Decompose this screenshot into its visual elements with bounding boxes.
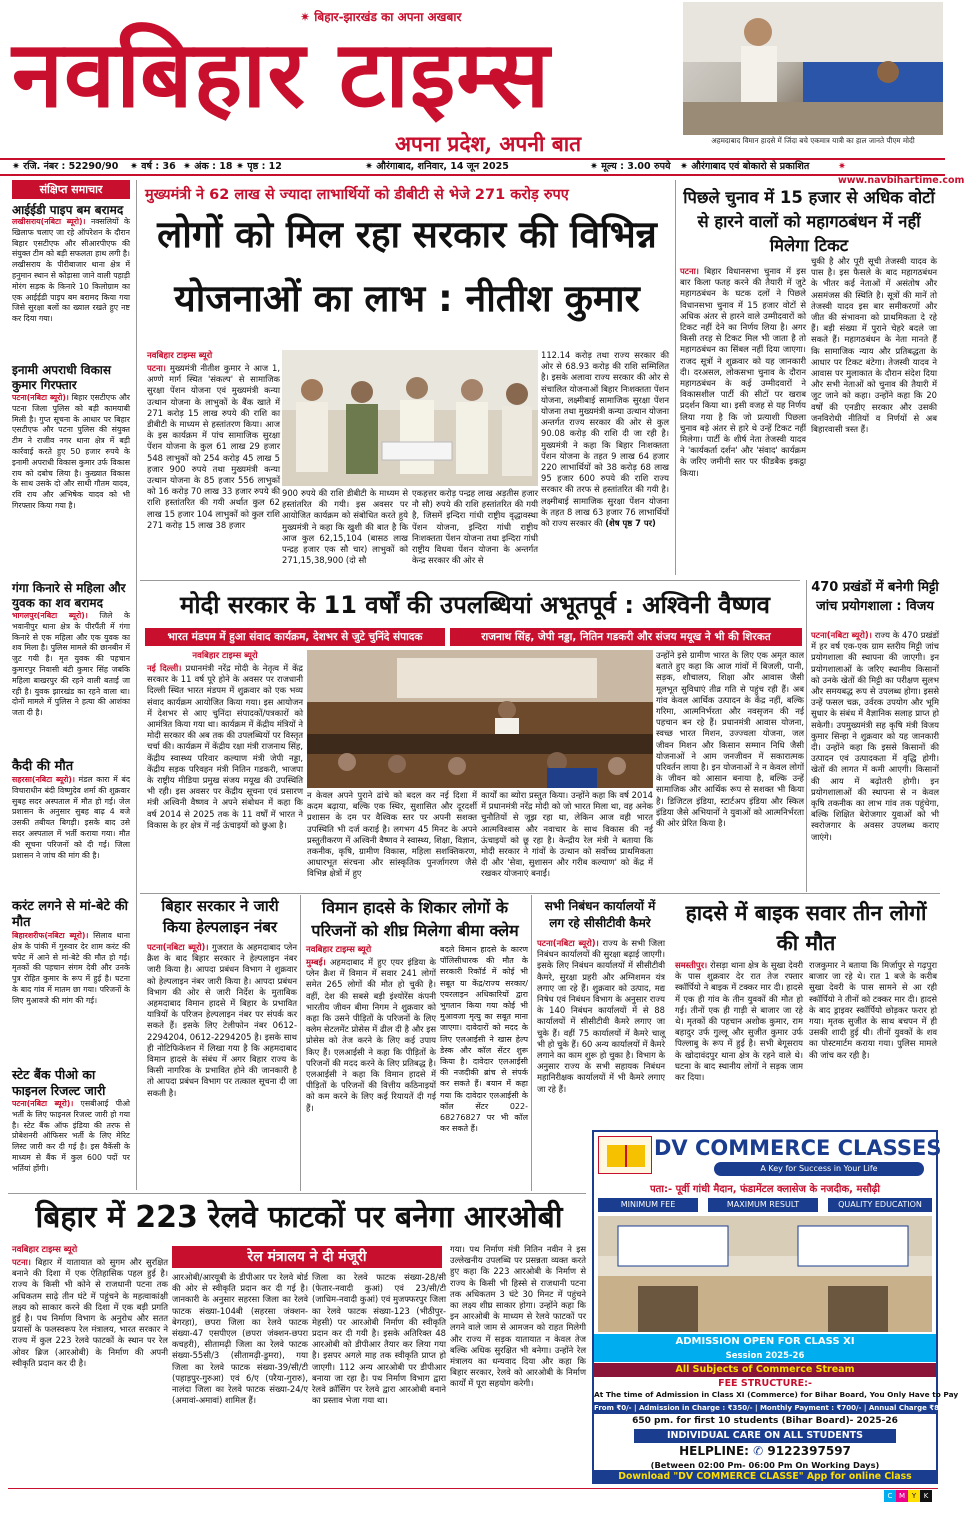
bike-dateline: समस्तीपुर। — [675, 960, 708, 970]
lead-text-3: एकहत्तर करोड़ पन्द्रह लाख अड़तीस हजार नौ सौ) रुपये की राशि हस्तांतरित की गयी है, जिसमें इन्दिरा गांधी राष्ट्रीय वृद्धावस्था पेंशन योजना, इन्दिरा गांधी राष्ट्रीय निःशक्तता पेंशन योजना तथा इन्दिरा गांधी राष्ट्रीय विधवा पेंशन योजना के अन्तर्गत केन्द्र सरकार की ओर से — [412, 488, 538, 566]
modi-text-2: न केवल अपने पुराने ढांचे को बदल कर नई दिशा में कदम बढ़ाया, बल्कि एक स्थिर, सुशासित और दूरदर्शी प्रशासन के दम पर वैश्विक स्तर पर अपनी सशक्त उपस्थिति भी दर्ज कराई है। लगभग 45 मिनट के अपने प्रस्तुतीकरण में अश्विनी वैष्णव ने स्वास्थ्य, शिक्षा, विज्ञान, तकनीक, कृषि, ग्रामीण विकास, महिला सशक्तिकरण, आधारभूत संरचना और सांस्कृतिक पुनर्जागरण जैसे विभिन्न क्षेत्रों में हुए — [307, 790, 477, 879]
sidebar-header: संक्षिप्त समाचार — [12, 180, 130, 199]
phone-icon: ✆ — [753, 1444, 764, 1458]
ad-helpline-label: HELPLINE: — [679, 1444, 749, 1458]
modi-text-1: प्रधानमंत्री नरेंद्र मोदी के नेतृत्व में केंद्र सरकार के 11 वर्ष पूरे होने के अवसर पर राजधानी दिल्ली स्थित भारत मंडपम में शुक्रवार को एक भव्य संवाद कार्यक्रम आयोजित किया गया। इस आयोजन में देशभर से आए चुनिंदा संपादकों/पत्रकारों को आमंत्रित किया गया था। कार्यक्रम में केंद्रीय मंत्रियों ने मोदी सरकार की अब तक की उपलब्धियों पर विस्तृत चर्चा की। कार्यक्रम में केंद्रीय रक्षा मंत्री राजनाथ सिंह, केंद्रीय स्वास्थ्य परिवार कल्याण मंत्री जेपी नड्डा, केंद्रीय सड़क परिवहन मंत्री नितिन गडकरी, भाजपा के राष्ट्रीय मीडिया प्रमुख संजय मयूख की उपस्थिति भी रही। इस अवसर पर केंद्रीय सूचना एवं प्रसारण मंत्री अश्विनी वैष्णव ने अपने संबोधन में कहा कि वर्ष 2014 से 2025 तक के 11 वर्षों में भारत ने विकास के हर क्षेत्र में नई ऊंचाइयों को छुआ है। — [147, 663, 304, 830]
rob-text-4: गया। पथ निर्माण मंत्री नितिन नवीन ने इस उल्लेखनीय उपलब्धि पर प्रसन्नता व्यक्त करते हुए कहा कि 223 आरओबी के निर्माण से राज्य के किसी भी हिस्से से राजधानी पटना तक अधिकतम 3 घंटे 30 मिनट में पहुंचने का लक्ष्य शीघ्र साकार होगा। उन्होंने कहा कि इन आरओबी के माध्यम से रेलवे फाटकों पर लगने वाले जाम से आमजन को राहत मिलेगी और राज्य में सड़क यातायात न केवल तेज बल्कि अधिक सुरक्षित भी बनेगा। उन्होंने रेल मंत्रालय का धन्यवाद दिया और कहा कि बिहार सरकार, रेलवे को आरओबी के निर्माण कार्यों में पूरा सहयोग करेगी। — [450, 1244, 586, 1389]
rob-text-3: जिला का रेलवे फाटक संख्या-28/सी (फेतार-नवादी कुआं) एवं 23/सी/टी (जाधिम-नवादी कुआं) एवं मुजफ्फरपुर जिला का रेलवे फाटक संख्या-123 (भीठीपुर-मेहसी) पर आरओबी निर्माण की स्वीकृति प्रदान कर दी गयी है। इसके अतिरिक्त 48 आरओबी को डीपीआर तैयार कर लिया गया है। इसपर अगले माह तक स्वीकृति प्राप्त हो जाएगी। 112 अन्य आरओबी पर डीपीआर बनाया जा रहा है। पथ निर्माण विभाग द्वारा रेलवे क्रॉसिंग पर रेलवे द्वारा आरओबी बनाने का प्रस्ताव भेजा गया था। — [312, 1272, 446, 1406]
ad-address: पता:- पूर्वी गांधी मैदान, फंडामेंटल क्लासेज के नजदीक, मसौढ़ी — [594, 1178, 936, 1198]
ad-pill-max-result: MAXIMUM RESULT — [708, 1198, 818, 1212]
ad-helpline-row — [594, 1444, 936, 1458]
rob-headline: बिहार में 223 रेलवे फाटकों पर बनेगा आरओबी — [35, 1200, 563, 1235]
cctv-dateline: पटना(नबिटा ब्यूरो)। — [537, 938, 599, 948]
ad-admission: ADMISSION OPEN FOR CLASS XI — [594, 1334, 936, 1350]
ad-care: INDIVIDUAL CARE ON ALL STUDENTS — [634, 1429, 896, 1443]
lead-headline-line1: लोगों को मिल रहा सरकार की विभिन्न — [157, 213, 657, 256]
modi-column-4 — [656, 650, 804, 890]
brief-title: आईईडी पाइप बम बरामद — [12, 203, 124, 217]
modi-text-4: उन्होंने इसे ग्रामीण भारत के लिए एक अमृत काल बताते हुए कहा कि आज गांवों में बिजली, पानी, सड़क, शौचालय, शिक्षा और आवास जैसी मूलभूत सुविधाएं तीव्र गति से पहुंच रही हैं। अब गांव केवल आर्थिक उत्पादन के केंद्र नहीं, बल्कि गरिमा, आत्मनिर्भरता और नवसृजन की नई पहचान बन रहे हैं। प्रधानमंत्री आवास योजना, स्वच्छ भारत मिशन, उज्ज्वला योजना, जल जीवन मिशन और किसान सम्मान निधि जैसी योजनाओं ने आम जनजीवन में सकारात्मक परिवर्तन लाया है। इन योजनाओं ने न केवल लोगों के जीवन को आसान बनाया है, बल्कि उन्हें सामाजिक और आर्थिक रूप से सशक्त भी किया है। डिजिटल इंडिया, स्टार्टअप इंडिया और स्किल इंडिया जैसे अभियानों ने युवाओं को आत्मनिर्भरता की ओर प्रेरित किया है। — [656, 650, 804, 829]
mg-dateline: पटना। — [680, 266, 699, 276]
pages: ✷ पृष्ठ : 12 — [236, 161, 282, 172]
masthead — [0, 0, 680, 160]
cm-event-image — [282, 350, 538, 486]
lead-byline: नवबिहार टाइम्स ब्यूरो — [147, 351, 213, 361]
cmyk-cyan: C — [884, 1490, 896, 1502]
cm-event-photo — [282, 350, 538, 486]
dv-commerce-ad — [592, 1130, 959, 1484]
cmyk-registration-strip — [884, 1490, 932, 1502]
published-from: ✷ औरंगाबाद एवं बोकारो से प्रकाशित — [680, 161, 810, 172]
ad-pill-min-fee: MINIMUM FEE — [598, 1198, 698, 1212]
vimaan-headline: विमान हादसे के शिकार लोगों के परिजनों को शीघ्र मिलेगा बीमा क्लेम — [311, 898, 519, 940]
lead-dateline: पटना। — [147, 363, 166, 373]
helpline-text: गुजरात के अहमदाबाद प्लेन क्रैश के बाद बिहार सरकार ने हेल्पलाइन नंबर जारी किया है। आपदा प्रबंधन विभाग ने शुक्रवार को हेल्पलाइन नंबर जारी किया है। आपदा प्रबंधन विभाग की ओर से जारी निर्देश के मुताबिक अहमदाबाद विमान हादसे में बिहार के प्रभावित यात्रियों के परिजन हेल्पलाइन नंबर पर संपर्क कर सकते हैं। इसके लिए टेलीफोन नंबर 0612-2294204, 0612-2294205 है। इसके साथ ही नोटिफिकेशन में लिखा गया है कि अहमदाबाद विमान हादसे के संबंध में अगर बिहार राज्य के किसी नागरिक के प्रभावित होने की जानकारी है तो आपदा प्रबंधन विभाग पर तत्काल सूचना दी जा सकती है। — [147, 942, 297, 1098]
rob-dateline: पटना। — [12, 1257, 31, 1267]
lead-column-4 — [541, 350, 669, 572]
photo-caption: अहमदाबाद विमान हादसे में जिंदा बचे एकमात्र यात्री का हाल जानते पीएम मोदी — [683, 135, 943, 147]
coaching-building-image — [598, 1216, 932, 1332]
brief-item — [12, 1067, 130, 1197]
brief-item — [12, 203, 130, 363]
modi-text-3: कार्यों का ब्योरा प्रस्तुत किया। उन्होंने कहा कि वर्ष 2014 में प्रधानमंत्री नरेंद्र मोदी को जो भारत मिला था, वह अनेक चुनौतियों से जूझ रहा था, लेकिन आज वही भारत आत्मविश्वास और नवाचार के साथ विकास की नई ऊंचाइयों को छू रहा है। केन्द्रीय रेल मंत्री ने बताया कि मोदी सरकार ने गांवों के उत्थान को सर्वोच्च प्राथमिकता दी और 'सेवा, सुशासन और गरीब कल्याण' को केंद्र में रखकर योजनाएं बनाईं। — [481, 790, 653, 879]
mitti-headline: 470 प्रखंडों में बनेगी मिट्टी जांच प्रयोगशाला : विजय — [811, 580, 939, 614]
mg-text-2: चुकी है और पूरी सूची तेजस्वी यादव के पास है। इस फैसले के बाद महागठबंधन के भीतर कई नेताओं में असंतोष और असमंजस की स्थिति है। सूत्रों की मानें तो तेजस्वी यादव इस बार समीकरणों और जीत की संभावना को प्राथमिकता दे रहे हैं। बड़ी संख्या में पुराने चेहरे बदले जा सकते हैं। महागठबंधन के नेता मानते हैं कि सामाजिक न्याय और प्रतिबद्धता के आधार पर टिकट बंटेगा। तेजस्वी यादव ने आवास पर मुलाकात के दौरान संदेश दिया और सभी नेताओं को चुनाव की तैयारी में जुट जाने को कहा। उन्होंने कहा कि 20 वर्षों की एनडीए सरकार और उसकी जनविरोधी नीतियों व निर्णयों से अब बिहारवासी त्रस्त हैं। — [811, 256, 937, 435]
reg-number: ✷ रजि. नंबर : 52290/90 — [12, 161, 119, 172]
modi-byline: नवबिहार टाइम्स ब्यूरो — [192, 651, 258, 661]
bharat-mandapam-photo — [307, 650, 653, 788]
modi-column-2 — [307, 790, 477, 890]
brief-title: स्टेट बैंक पीओ का फाइनल रिजल्ट जारी — [12, 1067, 106, 1098]
brief-title: गंगा किनारे से महिला और युवक का शव बरामद — [12, 581, 126, 610]
modi-column-1 — [147, 650, 303, 890]
cmyk-yellow: Y — [908, 1490, 920, 1502]
vimaan-text-2: बदले विमान हादसे के कारण पॉलिसीधारक की मौत के सरकारी रिकॉर्ड में कोई भी सबूत या केंद्र/राज्य सरकार/एयरलाइन अधिकारियों द्वारा भुगतान किया गया कोई भी मुआवजा मृत्यु का सबूत माना जाएगा। दावेदारों को मदद के लिए एलआईसी ने खास हेल्प डेस्क और कॉल सेंटर शुरू किया है। दावेदार एलआईसी की नजदीकी ब्रांच से संपर्क कर सकते हैं। बयान में कहा गया कि दावेदार एलआईसी के कॉल सेंटर 022-68276827 पर भी कॉल कर सकते हैं। — [440, 945, 528, 1134]
brief-dateline: पटना(नबिटा ब्यूरो)। — [12, 393, 69, 402]
mahagathbandhan-col1 — [680, 266, 806, 576]
rob-column-4 — [450, 1244, 586, 1484]
book-logo-icon — [599, 1137, 653, 1175]
cmyk-magenta: M — [896, 1490, 908, 1502]
ad-pill-row — [598, 1198, 932, 1212]
mitti-text: राज्य के 470 प्रखंडों में हर वर्ष एक-एक ग्राम स्तरीय मिट्टी जांच प्रयोगशाला की स्थापना की जाएगी। इन प्रयोगशालाओं के जरिए स्थानीय किसानों को उनके खेतों की मिट्टी का परीक्षण सुलभ और समयबद्ध रूप से उपलब्ध होगा। इससे उन्हें फसल चक्र, उर्वरक उपयोग और भूमि सुधार के संबंध में वैज्ञानिक सलाह प्राप्त हो सकेगी। उपमुख्यमंत्री सह कृषि मंत्री विजय कुमार सिन्हा ने शुक्रवार को यह जानकारी दी। उन्होंने कहा कि इससे किसानों की उत्पादन एवं उत्पादकता में वृद्धि होगी। खेतों की लागत में कमी आएगी। किसानों की आय में बढ़ोतरी होगी। इन प्रयोगशालाओं की स्थापना से न केवल कृषि तकनीक का लाभ गांव तक पहुंचेगा, बल्कि शिक्षित बेरोजगार युवाओं को भी स्वरोजगार के अवसर उपलब्ध कराए जाएंगे। — [811, 630, 939, 842]
masthead-title: नवबिहार टाइम्स — [12, 21, 551, 128]
masthead-tagline: ✷ बिहार-झारखंड का अपना अखबार — [300, 10, 462, 24]
brief-text: मंडल कारा में बंद विचाराधीन बंदी विष्णुदेव शर्मा की शुक्रवार सुबह सदर अस्पताल में मौत हो गई। जेल प्रशासन के अनुसार सुबह बाढ़ 4 बजे उसकी तबीयत बिगड़ी। इसके बाद उसे सदर अस्पताल में भर्ती कराया गया। मौत की सूचना परिजनों को दी गई। जिला प्रशासन ने जांच की मांग की है। — [12, 775, 130, 860]
brief-text: नक्सलियों के खिलाफ चलाए जा रहे ऑपरेशन के दौरान बिहार एसटीएफ और सीआरपीएफ की संयुक्त टीम को बड़ी सफलता हाथ लगी है। लखीसराय के पीरीबाजार थाना क्षेत्र में हनुमान स्थान से कोड़ासा जाने वाली पहाड़ी मोरंग सड़क के किनारे 10 किलोग्राम का एक आईईडी पाइप बम बरामद किया गया जिसे सुरक्षा बलों का ख्याल रखते हुए नष्ट कर दिया गया। — [12, 217, 130, 324]
brief-title: कैदी की मौत — [12, 759, 74, 774]
rob-column-2 — [172, 1272, 308, 1484]
price: ✷ मूल्य : 3.00 रुपये — [590, 161, 671, 172]
ad-brand: DV COMMERCE CLASSES — [654, 1136, 942, 1160]
ad-building-photo — [598, 1216, 932, 1332]
ad-phone[interactable]: 9122397597 — [767, 1444, 851, 1458]
bike-column-2 — [809, 960, 937, 1125]
lead-column-1 — [147, 350, 280, 572]
brief-item — [12, 759, 130, 899]
ad-subjects: All Subjects of Commerce Stream — [594, 1363, 936, 1377]
ad-offer: 650 pm. for first 10 students (Bihar Board)- 2025-26 — [632, 1416, 898, 1426]
brief-text: सिलाव थाना क्षेत्र के पांकी में गुरुवार देर शाम करंट की चपेट में आने से मां-बेटे की मौत हो गई। मृतकों की पहचान संगम देवी और उनके पुत्र रोहित कुमार के रूप में हुई है। घटना के बाद गांव में मातम छा गया। परिजनों के लिए मुआवजे की मांग की गई। — [12, 931, 130, 1005]
rob-column-3 — [312, 1272, 446, 1484]
brief-news-sidebar — [12, 180, 130, 1188]
hospital-scene-image — [683, 2, 943, 147]
brief-dateline: पटना(नबिटा ब्यूरो)। — [12, 1099, 74, 1108]
helpline-dateline: पटना(नबिटा ब्यूरो)। — [147, 942, 209, 952]
mitti-body — [811, 630, 939, 890]
mahagathbandhan-headline: पिछले चुनाव में 15 हजार से अधिक वोटों से हारने वालों को महागठबंधन में नहीं मिलेगा टिकट — [683, 188, 935, 255]
mandapam-event-image — [307, 650, 653, 788]
modi-strip-1: भारत मंडपम में हुआ संवाद कार्यक्रम, देशभर से जुटे चुनिंदे संपादक — [145, 628, 445, 646]
issue: ✷ अंक : 18 — [183, 161, 233, 172]
lead-headline-line2: योजनाओं का लाभ : नीतीश कुमार — [174, 277, 640, 320]
brief-dateline: लखीसराय(नबिटा ब्यूरो)। — [12, 217, 86, 226]
masthead-photo — [683, 2, 943, 147]
brief-text: बिहार एसटीएफ और पटना जिला पुलिस को बड़ी कामयाबी मिली है। गुप्त सूचना के आधार पर बिहार एसटीएफ और पटना पुलिस की संयुक्त टीम ने राजीव नगर थाना क्षेत्र में बड़ी कार्रवाई करते हुए 50 हजार रुपये के इनामी अपराधी विकास कुमार उर्फ विकास राय को दबोच लिया है। कुख्यात विकास के साथ उसके दो और साथी गौतम यादव, रवि राय और अभिषेक यादव को भी गिरफ्तार किया गया है। — [12, 393, 130, 510]
website-link[interactable]: ✷ www.navbihartime.com — [838, 161, 964, 186]
ad-logo-box — [598, 1136, 652, 1174]
bike-headline: हादसे में बाइक सवार तीन लोगों की मौत — [685, 901, 927, 955]
modi-column-3 — [481, 790, 653, 890]
brief-item — [12, 363, 130, 581]
rob-column-1 — [12, 1244, 168, 1484]
mitti-dateline: पटना(नबिटा ब्यूरो)। — [811, 630, 872, 640]
vimaan-dateline: मुम्बई। — [306, 957, 326, 967]
lead-column-2 — [282, 488, 408, 572]
ad-subtitle: A Key for Success in Your Life — [714, 1162, 924, 1176]
brief-dateline: भागलपुर(नबिटा ब्यूरो)। — [12, 611, 88, 620]
lead-text-2: 900 रुपये की राशि डीबीटी के माध्यम से हस्तांतरित की गयी। इस अवसर पर आयोजित कार्यक्रम को संबोधित करते हुये मुख्यमंत्री ने कहा कि खुशी की बात है कि आज कुल 62,15,104 (बासठ लाख पन्द्रह हजार एक सौ चार) लाभुकों को 271,15,38,900 (दो सौ — [282, 488, 408, 566]
ad-pill-quality: QUALITY EDUCATION — [828, 1198, 932, 1212]
vimaan-text-1: अहमदाबाद में हुए एयर इंडिया के प्लेन क्रैश में विमान में सवार 241 लोगों समेत 265 लोगों की मौत हो चुकी है। वहीं, देश की सबसे बड़ी इंश्योरेंस कंपनी भारतीय जीवन बीमा निगम ने शुक्रवार को कहा कि उसने पीड़ितों के परिजनों के लिए क्लेम सेटलमेंट प्रोसेस में ढील दी है और इस प्रोसेस को तेज करने के लिए कई उपाय किए हैं। एलआईसी ने कहा कि पीड़ितों के परिजनों की मदद करने के लिए प्रतिबद्ध है। एलआईसी ने कहा कि विमान हादसे में पीड़ितों के परिजनों की वित्तीय कठिनाइयों को कम करने के लिए कई रियायतें दी गई हैं। — [306, 957, 436, 1113]
ad-timing: (Between 02:00 Pm- 06:00 Pm On Working Days) — [650, 1460, 880, 1470]
rob-text-1: बिहार में यातायात को सुगम और सुरक्षित बनाने की दिशा में एक ऐतिहासिक पहल हुई है। राज्य के किसी भी कोने से राजधानी पटना तक अधिकतम साढ़े तीन घंटे में पहुंचने के महत्वाकांक्षी लक्ष्य को साकार करने की दिशा में एक बड़ी प्रगति हुई है। पथ निर्माण विभाग के अनुरोध और सतत प्रयासों के फलस्वरूप रेल मंत्रालय, भारत सरकार ने राज्य में कुल 223 रेलवे फाटकों के स्थान पर रेल ओवर ब्रिज (आरओबी) के निर्माण की अपनी स्वीकृति प्रदान कर दी है। — [12, 1257, 168, 1368]
ad-fee-line1: At The time of Admission in Class XI (Commerce) for Bihar Board, You Only Have to Pay — [594, 1390, 959, 1399]
mahagathbandhan-col2 — [811, 256, 937, 576]
lead-column-3 — [412, 488, 538, 572]
helpline-headline: बिहार सरकार ने जारी किया हेल्पलाइन नंबर — [161, 897, 279, 936]
brief-text: जिले के भवानीपुर थाना क्षेत्र के पीरपैंती में गंगा किनारे से एक महिला और एक युवक का शव मिला है। पुलिस मामले की छानबीन में जुट गयी है। मृत युवक की पहचान कुमारपुर निवासी बंटी कुमार सिंह जबकि महिला बाखरपुर की रहने वाली बताई जा रही है। युवक झारखंड का रहने वाला था। दोनों मामले में पुलिस ने हत्या की आशंका जता दी है। — [12, 611, 131, 718]
ad-app-download[interactable]: Download "DV COMMERCE CLASSE" App for online Class — [594, 1470, 936, 1484]
vimaan-byline: नवबिहार टाइम्स ब्यूरो — [306, 945, 372, 955]
cctv-body — [537, 938, 665, 1123]
ad-fee-head: FEE STRUCTURE:- — [718, 1378, 812, 1389]
bike-column-1 — [675, 960, 803, 1125]
modi-strip-2: राजनाथ सिंह, जेपी नड्डा, नितिन गडकरी और संजय मयूख ने भी की शिरकत — [450, 628, 802, 646]
modi-dateline: नई दिल्ली। — [147, 663, 182, 673]
rob-text-2: आरओबी/आरयूबी के डीपीआर पर रेलवे बोर्ड की ओर से स्वीकृति प्रदान कर दी गई है। जानकारी के अनुसार सहरसा जिला का रेलवे फाटक संख्या-104बी (सहरसा जंक्शन-बेगरहा), छपरा जिला का रेलवे फाटक संख्या-47 एसपीएल (छपरा जंक्शन-छपरा कचहरी), सीतामढ़ी जिला का रेलवे फाटक संख्या-55सी/3 (सीतामढ़ी-डुमरा), गया जिला का रेलवे फाटक संख्या-39/सी/टी (पहाड़पुर-गुरुआ) एवं 6/ए (परैया-गुरारु), नालंदा जिला का रेलवे फाटक संख्या-24/ए (अमावां-अमावां) शामिल हैं। — [172, 1272, 308, 1406]
cctv-headline: सभी निबंधन कार्यालयों में लग रहे सीसीटीवी कैमरे — [544, 899, 656, 930]
ad-fee-line2: From ₹0/- | Admission in Charge : ₹350/- | Monthly Payment : ₹700/- | Annual Charge ₹8400 — [594, 1404, 954, 1412]
brief-text: एसबीआई पीओ भर्ती के लिए फाइनल रिजल्ट जारी हो गया है। स्टेट बैंक ऑफ इंडिया की तरफ से प्रोबेशनरी ऑफिसर भर्ती के लिए मेरिट लिस्ट जारी कर दी गई है। इस वैकेंसी के माध्यम से बैंक में कुल 600 पदों पर भर्तियां होंगी। — [12, 1099, 130, 1173]
brief-dateline: बिहारशरीफ(नबिटा ब्यूरो)। — [12, 931, 89, 940]
lead-kicker: मुख्यमंत्री ने 62 लाख से ज्यादा लाभार्थियों को डीबीटी से भेजे 271 करोड़ रुपए — [145, 187, 569, 203]
brief-title: इनामी अपराधी विकास कुमार गिरफ्तार — [12, 363, 112, 392]
year: ✷ वर्ष : 36 — [130, 161, 176, 172]
masthead-slogan: अपना प्रदेश, अपनी बात — [395, 131, 582, 156]
brief-title: करंट लगने से मां-बेटे की मौत — [12, 899, 128, 930]
modi-headline: मोदी सरकार के 11 वर्षों की उपलब्धियां अभूतपूर्व : अश्विनी वैष्णव — [179, 591, 771, 619]
bike-text-2: राजकुमार ने बताया कि मिर्जापुर से गढ़पुरा बाजार जा रहे थे। रात 1 बजे के करीब सुखा देवरी के पास सामने से आ रही स्कॉर्पियो ने तीनों को टक्कर मार दी। हादसे के बाद ड्राइवर स्कॉर्पियो छोड़कर फरार हो गया। मृतक सुजीत के साथ बचपन में ही उसकी शादी हुई थी। तीनों युवकों के शव का पोस्टमार्टम कराया गया। पुलिस मामले की जांच कर रही है। — [809, 960, 937, 1060]
vimaan-column-1 — [306, 944, 436, 1190]
cctv-text: राज्य के सभी जिला निबंधन कार्यालयों की सुरक्षा बढ़ाई जाएगी। इसके लिए निबंधन कार्यालयों में सीसीटीवी कैमरे, सुरक्षा प्रहरी और अग्निशमन यंत्र लगाए जा रहे हैं। शुक्रवार को उत्पाद, मद्य निषेध एवं निबंधन विभाग के अनुसार राज्य के 140 निबंधन कार्यालयों में से 88 कार्यालयों में सीसीटीवी कैमरे लगाए जा चुके हैं। वहीं 75 कार्यालयों में कैमरे चालू भी हो चुके हैं। 60 अन्य कार्यालयों में कैमरे लगाने का काम शुरू हो चुका है। विभाग के अनुसार राज्य के सभी सहायक निबंधन महानिरीक्षक कार्यालयों में भी कैमरे लगाए जा रहे हैं। — [537, 938, 665, 1094]
rob-strip: रेल मंत्रालय ने दी मंजूरी — [172, 1246, 442, 1268]
date: ✷ औरंगाबाद, शनिवार, 14 जून 2025 — [365, 161, 509, 172]
ad-session: Session 2025-26 — [594, 1350, 936, 1362]
lead-text-4: 112.14 करोड़ तथा राज्य सरकार की ओर से 68.93 करोड़ की राशि सम्मिलित है। इसके अलावा राज्य सरकार की ओर से संचालित योजनाओं बिहार निःशक्तता पेंशन योजना, लक्ष्मीबाई सामाजिक सुरक्षा पेंशन योजना तथा मुख्यमंत्री कन्या उत्थान योजना अन्तर्गत राज्य सरकार की ओर से कुल 90.08 करोड़ की राशि दी जा रही है। मुख्यमंत्री ने कहा कि बिहार निःशक्तता पेंशन योजना के तहत 9 लाख 64 हजार 220 लाभार्थियों को 38 करोड़ 68 लाख 95 हजार 600 रुपये की राशि राज्य सरकार की तरफ से हस्तांतरित की गयी है। लक्ष्मीबाई सामाजिक सुरक्षा पेंशन योजना के तहत 8 लाख 63 हजार 76 लाभार्थियों को राज्य सरकार की — [541, 350, 669, 529]
brief-item — [12, 899, 130, 1067]
lead-text-1: मुख्यमंत्री नीतीश कुमार ने आज 1, अण्णे मार्ग स्थित 'संकल्प' से सामाजिक सुरक्षा पेंशन योजना एवं मुख्यमंत्री कन्या उत्थान योजना के लाभुकों के बैंक खाते में 271 करोड़ 15 लाख रुपये की राशि का डीबीटी के माध्यम से हस्तांतरण किया। आज के इस कार्यक्रम में पांच सामाजिक सुरक्षा पेंशन योजना के कुल 61 लाख 29 हजार 548 लाभुकों को 254 करोड़ 45 लाख 5 हजार 900 रुपये तथा मुख्यमंत्री कन्या उत्थान योजना के 85 हजार 556 लाभुकों को 16 करोड़ 70 लाख 33 हजार रुपये की राशि हस्तांतरित की गयी अर्थात कुल 62 लाख 15 हजार 104 लाभुकों को कुल राशि 271 करोड़ 15 लाख 38 हजार — [147, 363, 281, 530]
cmyk-black: K — [920, 1490, 932, 1502]
bike-text-1: रोसड़ा थाना क्षेत्र के सुखा देवरी के पास शुक्रवार देर रात तेज रफ्तार स्कॉर्पियो ने बाइक में टक्कर मार दी। हादसे में एक ही गांव के तीन युवकों की मौत हो गई। तीनों एक ही गाड़ी से बाजार जा रहे थे। मृतकों की पहचान अशोक कुमार, राम बहादुर उर्फ गुल्लू और सुजीत कुमार उर्फ पिल्लाबु के रूप में हुई है। सभी बेगूसराय के खोदावंदपुर थाना क्षेत्र के रहने वाले थे। घटना के बाद स्थानीय लोगों ने सड़क जाम कर दिया। — [675, 960, 803, 1083]
vimaan-column-2 — [440, 944, 528, 1190]
info-bar — [0, 158, 964, 186]
helpline-body — [147, 942, 297, 1190]
brief-item — [12, 581, 130, 759]
brief-dateline: सहरसा(नबिटा ब्यूरो)। — [12, 775, 75, 784]
continued-note: (शेष पृष्ठ 7 पर) — [605, 518, 656, 529]
rob-byline: नवबिहार टाइम्स ब्यूरो — [12, 1245, 78, 1255]
mg-text-1: बिहार विधानसभा चुनाव में इस बार किला फतह करने की तैयारी में जुटे महागठबंधन के घटक दलों ने पिछले विधानसभा चुनाव में 15 हजार वोटों से अधिक अंतर से हारने वाले उम्मीदवारों को टिकट नहीं देने का निर्णय लिया है। अगर किसी तरह से टिकट मिल भी जाता है तो महागठबंधन का सिंबल नहीं दिया जाएगा। राजद सूत्रों ने शुक्रवार को यह जानकारी दी। दरअसल, लोकसभा चुनाव के दौरान महागठबंधन के कई उम्मीदवारों ने विकासशील पार्टी की सीटों पर खराब प्रदर्शन किया था। इसी वजह से यह निर्णय लिया गया है कि जो प्रत्याशी पिछला चुनाव बड़े अंतर से हारे थे उन्हें टिकट नहीं मिलेगा। पार्टी के शीर्ष नेता तेजस्वी यादव ने 'कार्यकर्ता दर्शन' और 'संवाद' कार्यक्रम के जरिए जमीनी स्तर पर फीडबैक इकट्ठा किया। — [680, 266, 806, 478]
